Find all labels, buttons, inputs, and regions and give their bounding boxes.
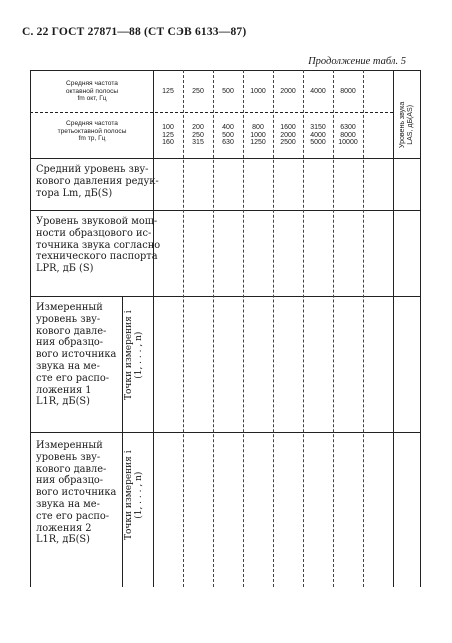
third-octave-frequency: 4000 — [310, 131, 326, 139]
subcolumn-line — [122, 296, 123, 587]
octave-frequency: 250 — [192, 88, 204, 95]
third-octave-frequency: 1600 — [280, 124, 296, 131]
octave-frequency: 2000 — [280, 88, 296, 95]
page-header: С. 22 ГОСТ 27871—88 (СТ СЭВ 6133—87) — [22, 26, 247, 38]
third-octave-frequency: 100 — [162, 124, 174, 131]
third-octave-frequency: 200 — [192, 124, 204, 131]
row-divider — [30, 210, 420, 211]
third-octave-frequency: 250 — [192, 131, 204, 139]
third-octave-frequency: 400 — [222, 124, 234, 131]
octave-frequency: 8000 — [340, 88, 356, 95]
octave-frequency: 500 — [222, 88, 234, 95]
third-octave-band-label: Средняя частота третьоктавной полосы fm тр, Гц — [57, 120, 127, 143]
header-divider — [30, 112, 393, 113]
column-line — [183, 70, 184, 587]
header-bottom-line — [30, 158, 420, 159]
third-octave-frequency-group — [154, 124, 182, 147]
third-octave-frequency: 800 — [252, 124, 264, 131]
row-label: Измеренный уровень зву- кового давле- ния образцо- вого источника звука на ме- сте его распо- ложения 1 L1R, дБ(S) — [36, 302, 117, 408]
third-octave-frequency-group — [214, 124, 242, 147]
column-line — [393, 70, 394, 587]
column-line — [273, 70, 274, 587]
third-octave-frequency-group — [274, 124, 302, 147]
column-line — [213, 70, 214, 587]
octave-frequency: 1000 — [250, 88, 266, 95]
third-octave-frequency: 2000 — [280, 131, 296, 139]
octave-frequency: 4000 — [310, 88, 326, 95]
third-octave-frequency: 125 — [162, 131, 174, 139]
third-octave-frequency: 10000 — [338, 139, 358, 147]
third-octave-frequency: 500 — [222, 131, 234, 139]
third-octave-frequency-group — [304, 124, 332, 147]
third-octave-frequency: 1000 — [250, 131, 266, 139]
column-line — [303, 70, 304, 587]
third-octave-frequency: 630 — [222, 139, 234, 147]
octave-frequency: 125 — [162, 88, 174, 95]
row-label: Измеренный уровень зву- кового давле- ния образцо- вого источника звука на ме- сте его распо- ложения 2 L1R, дБ(S) — [36, 440, 117, 546]
row-divider — [30, 296, 420, 297]
third-octave-frequency-group — [184, 124, 212, 147]
row-divider — [30, 432, 420, 433]
measurement-points-label: Точки измерения i (1, . . . , n) — [124, 310, 144, 400]
third-octave-frequency: 160 — [162, 139, 174, 147]
third-octave-frequency: 1250 — [250, 139, 266, 147]
third-octave-frequency: 5000 — [310, 139, 326, 147]
row-label: Уровень звуковой мощ- ности образцового ис- точника звука согласно технического паспорта LPR, дБ (S) — [36, 216, 161, 275]
table-border-top — [30, 70, 420, 71]
table-continuation-label: Продолжение табл. 5 — [308, 56, 406, 67]
column-line — [363, 70, 364, 587]
column-line — [243, 70, 244, 587]
third-octave-frequency: 3150 — [310, 124, 326, 131]
column-line — [153, 70, 154, 587]
third-octave-frequency: 2500 — [280, 139, 296, 147]
octave-band-label: Средняя частота октавной полосы fm окт, Гц — [65, 80, 119, 103]
column-line — [420, 70, 421, 587]
sound-level-column-label: Уровень звука LAS, дБ(AS) — [399, 101, 414, 148]
column-line — [333, 70, 334, 587]
third-octave-frequency: 315 — [192, 139, 204, 147]
third-octave-frequency-group — [244, 124, 272, 147]
row-label: Средний уровень зву- кового давления редук- тора Lm, дБ(S) — [36, 164, 159, 199]
column-line — [30, 70, 31, 587]
third-octave-frequency: 8000 — [340, 131, 356, 139]
third-octave-frequency: 6300 — [340, 124, 356, 131]
measurement-points-label: Точки измерения i (1, . . . , n) — [124, 450, 144, 540]
third-octave-frequency-group — [334, 124, 362, 147]
